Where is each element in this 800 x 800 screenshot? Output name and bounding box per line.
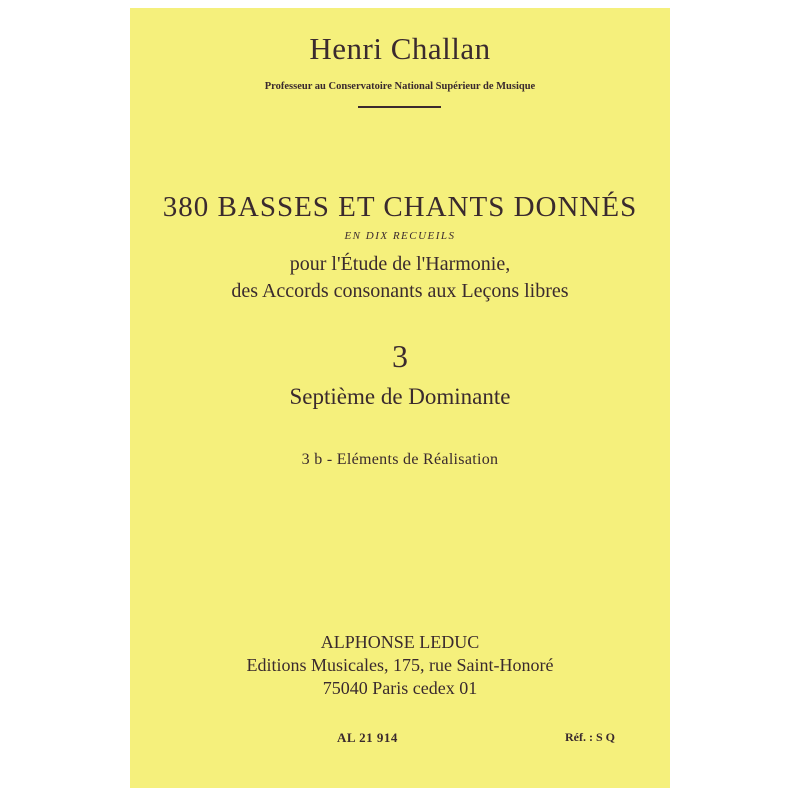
- reference-code: Réf. : S Q: [565, 730, 615, 744]
- catalog-number: AL 21 914: [337, 730, 398, 745]
- publisher-name: ALPHONSE LEDUC: [320, 632, 480, 652]
- subtitle-line-1: pour l'Étude de l'Harmonie,: [289, 253, 511, 275]
- author-affiliation: Professeur au Conservatoire National Supérieur de Musique: [264, 81, 536, 92]
- book-cover: [130, 8, 670, 788]
- collection-note: EN DIX RECUEILS: [344, 230, 456, 242]
- divider-rule: [358, 106, 441, 108]
- publisher-address-line-2: 75040 Paris cedex 01: [322, 678, 478, 698]
- volume-number: 3: [392, 338, 408, 374]
- part-title: 3 b - Eléments de Réalisation: [301, 451, 499, 468]
- volume-name: Septième de Dominante: [289, 384, 511, 409]
- book-title: 380 BASSES ET CHANTS DONNÉS: [162, 191, 638, 223]
- subtitle-line-2: des Accords consonants aux Leçons libres: [231, 280, 569, 302]
- author-name: Henri Challan: [309, 31, 491, 66]
- publisher-address-line-1: Editions Musicales, 175, rue Saint-Honoré: [246, 655, 554, 675]
